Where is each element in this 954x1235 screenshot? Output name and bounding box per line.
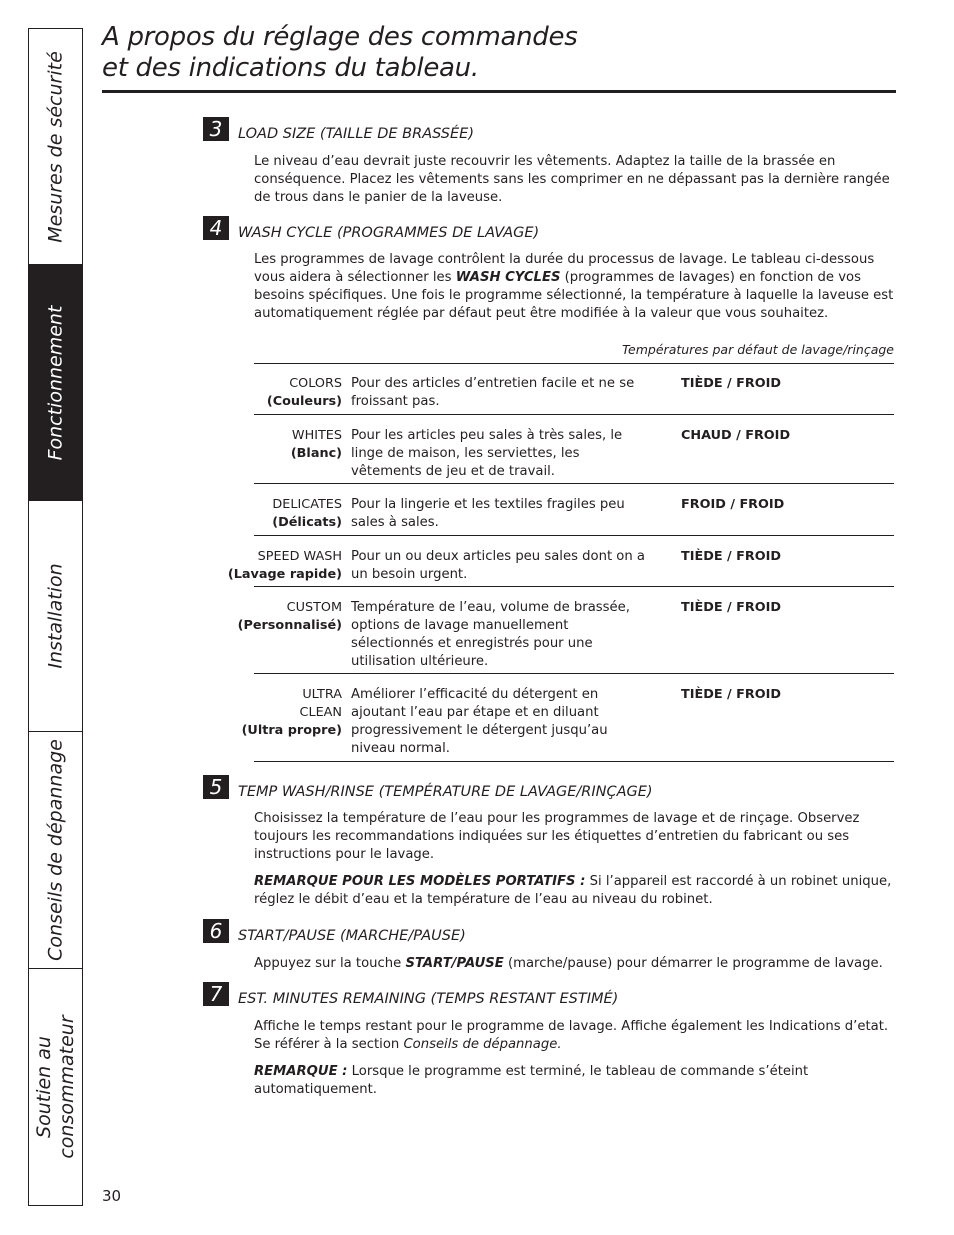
section-number-badge: 4 xyxy=(203,216,229,240)
table-divider xyxy=(254,535,894,536)
text-segment: Les programmes de lavage contrôlent la durée du processus de lavage. Le tableau ci-dessous vous aidera à sélectionner les xyxy=(254,252,875,285)
section-text-wash-cycle xyxy=(254,251,894,323)
tab-fonctionnement[interactable] xyxy=(29,265,82,501)
section-heading-temp-wash-rinse: TEMP WASH/RINSE (TEMPÉRATURE DE LAVAGE/RINÇAGE) xyxy=(238,784,653,800)
cycle-name-fr: (Personnalisé) xyxy=(237,618,342,633)
cycle-temperature: TIÈDE / FROID xyxy=(681,600,782,615)
note-text: Lorsque le programme est terminé, le tableau de commande s’éteint automatiquement. xyxy=(254,1064,809,1097)
section-text-start-pause xyxy=(254,955,894,973)
note-label: REMARQUE : xyxy=(254,1064,348,1079)
cycle-name-en: CUSTOM xyxy=(286,600,342,615)
tab-conseils-de-depannage[interactable] xyxy=(29,732,82,969)
cycle-name xyxy=(267,375,342,411)
tab-label: Mesures de sécurité xyxy=(44,50,66,243)
text-segment: Affiche le temps restant pour le programme de lavage. Affiche également les Indications d’etat. Se référer à la section xyxy=(254,1019,889,1052)
cycle-temperature: TIÈDE / FROID xyxy=(681,376,782,391)
cycle-name-fr: (Ultra propre) xyxy=(241,723,342,738)
page-number: 30 xyxy=(102,1187,122,1205)
text-segment: (marche/pause) pour démarrer le programme de lavage. xyxy=(503,956,883,971)
section-heading-minutes-remaining: EST. MINUTES REMAINING (TEMPS RESTANT ESTIMÉ) xyxy=(238,991,619,1007)
note-label: REMARQUE POUR LES MODÈLES PORTATIFS : xyxy=(254,874,586,889)
section-number-badge: 6 xyxy=(203,919,229,943)
page-title-line1: A propos du réglage des commandes xyxy=(102,22,578,52)
page-title xyxy=(102,22,577,84)
tab-label-line1: Soutien au xyxy=(32,1036,55,1138)
cycle-description: Pour les articles peu sales à très sales, le linge de maison, les serviettes, les vêtements de jeu et de travail. xyxy=(351,428,623,479)
section-number-badge: 5 xyxy=(203,775,229,799)
section-text-load-size: Le niveau d’eau devrait juste recouvrir les vêtements. Adaptez la taille de la brassée en conséquence. Placez les vêtements sans les comprimer en ne dépassant pas la dernière rangée de trous dans le panier de la laveuse. xyxy=(254,154,890,205)
tab-label: Conseils de dépannage xyxy=(44,739,66,961)
tab-label xyxy=(33,1015,79,1158)
table-divider xyxy=(254,483,894,484)
cycle-description: Pour la lingerie et les textiles fragiles peu sales à sales. xyxy=(351,497,625,530)
cycle-name-en: WHITES xyxy=(291,428,342,443)
reference-troubleshooting: Conseils de dépannage. xyxy=(403,1037,562,1052)
section-note-minutes-remaining xyxy=(254,1063,894,1099)
tab-soutien-au-consommateur[interactable] xyxy=(29,969,82,1205)
cycle-name-fr: (Blanc) xyxy=(290,446,342,461)
cycle-name xyxy=(291,427,342,463)
cycle-name-en: DELICATES xyxy=(272,497,342,512)
tab-label: Installation xyxy=(44,563,66,669)
cycle-temperature: FROID / FROID xyxy=(681,497,785,512)
cycle-name-en: COLORS xyxy=(289,376,342,391)
sidebar-tabs xyxy=(28,28,83,1206)
section-heading-start-pause: START/PAUSE (MARCHE/PAUSE) xyxy=(238,928,466,944)
cycle-name xyxy=(238,599,342,635)
note-text: Si l’appareil est raccordé à un robinet unique, réglez le débit d’eau et la température de l’eau au niveau du robinet. xyxy=(254,874,892,907)
section-text-minutes-remaining xyxy=(254,1018,894,1054)
tab-mesures-de-securite[interactable] xyxy=(29,29,82,265)
cycle-description: Améliorer l’efficacité du détergent en ajoutant l’eau par étape et en diluant progressivement le détergent jusqu’au niveau normal. xyxy=(351,687,608,756)
section-number-badge: 3 xyxy=(203,117,229,141)
text-segment: Appuyez sur la touche xyxy=(254,956,406,971)
tab-label-line2: consommateur xyxy=(55,1015,78,1159)
cycle-name xyxy=(228,548,342,584)
section-heading-load-size: LOAD SIZE (TAILLE DE BRASSÉE) xyxy=(238,126,474,142)
page-title-line2: et des indications du tableau. xyxy=(102,53,479,83)
cycle-description: Pour un ou deux articles peu sales dont on a un besoin urgent. xyxy=(351,549,646,582)
tab-label: Fonctionnement xyxy=(44,305,66,460)
cycle-name-en: ULTRA xyxy=(302,687,342,702)
cycle-name-fr: (Couleurs) xyxy=(266,394,342,409)
emphasis-start-pause: START/PAUSE xyxy=(405,956,504,971)
cycle-name xyxy=(242,686,342,740)
cycle-temperature: TIÈDE / FROID xyxy=(681,549,782,564)
section-note-portable-models xyxy=(254,873,894,909)
cycle-description: Température de l’eau, volume de brassée, options de lavage manuellement sélectionnés et enregistrés pour une utilisation ultérieure. xyxy=(351,600,630,669)
table-divider xyxy=(254,586,894,587)
table-divider xyxy=(254,673,894,674)
tab-installation[interactable] xyxy=(29,501,82,732)
table-divider xyxy=(254,761,894,762)
section-heading-wash-cycle: WASH CYCLE (PROGRAMMES DE LAVAGE) xyxy=(238,225,540,241)
cycle-temperature: TIÈDE / FROID xyxy=(681,687,782,702)
cycle-temperature: CHAUD / FROID xyxy=(681,428,791,443)
cycle-name-en: SPEED WASH xyxy=(257,549,342,564)
cycle-description: Pour des articles d’entretien facile et ne se froissant pas. xyxy=(351,376,635,409)
emphasis-wash-cycles: WASH CYCLES xyxy=(455,270,561,285)
section-number-badge: 7 xyxy=(203,982,229,1006)
table-divider xyxy=(254,363,894,364)
cycle-name-fr: (Délicats) xyxy=(272,515,342,530)
section-text-temp-wash-rinse: Choisissez la température de l’eau pour les programmes de lavage et de rinçage. Observez toujours les recommandations indiquées sur les étiquettes d’entretien du fabricant ou ses instructions pour le lavage. xyxy=(254,811,860,862)
cycle-name-fr: (Lavage rapide) xyxy=(227,567,342,582)
table-caption: Températures par défaut de lavage/rinçage xyxy=(621,342,894,357)
title-divider xyxy=(102,90,896,93)
text-segment: (programmes de lavages) en fonction de vos besoins spécifiques. Une fois le programme sélectionné, la température à laquelle la laveuse est automatiquement réglée par défaut peut être modifiée à la valeur que vous souhaitez. xyxy=(254,270,894,321)
cycle-name xyxy=(272,496,342,532)
table-divider xyxy=(254,414,894,415)
cycle-name-en-line2: CLEAN xyxy=(299,705,342,720)
